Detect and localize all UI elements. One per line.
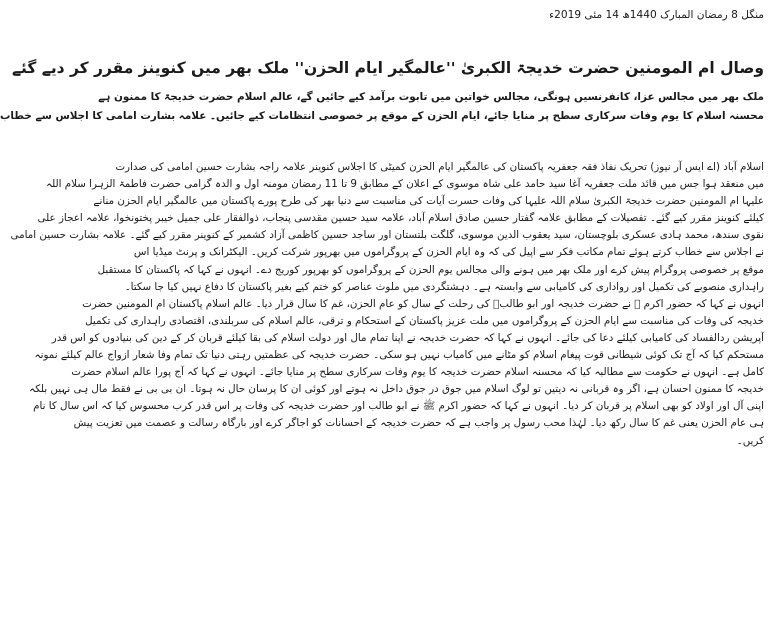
body-line: خدیجہ کا ممنون احسان ہے، اگر وہ قربانی نہ دیتیں تو لوگ اسلام میں جوق در جوق داخل نہ ہوتے اور کوئی ان کا پرسان حال نہ ہوتا۔ ان بی بی نے فقط مال ہی نہیں بلکہ (29, 383, 764, 396)
body-line: راہداری منصوبے کی تکمیل اور رواداری کی کامیابی سے وابستہ ہے۔ دہشتگردی میں ملوث عناصر کو ختم کیے بغیر پاکستان کا دفاع نہیں کیا جا سکتا۔ (124, 280, 764, 293)
body-line: خدیجہ کی وفات کی مناسبت سے ایام الحزن کے پروگراموں میں ملت عزیز پاکستان کے استحکام و ترقی، عالم اسلام کی سربلندی، اقتصادی راہداری کی تکمیل (85, 314, 764, 327)
body-line: اپنی آل اور اولاد کو بھی اسلام پر قربان کر دیا۔ انہوں نے کہا کہ حضور اکرم ﷺ نے ابو طالب اور حضرت خدیجہ کی وفات پر اس قدر کرب محسوس کیا کہ اس سال کا نام (33, 400, 764, 413)
article-body (10, 159, 764, 450)
headline: وصال ام المومنین حضرت خدیجۃ الکبریٰ ''عالمگیر ایام الحزن'' ملک بھر میں کنوینز مقرر کر دیے گئے (11, 59, 764, 77)
body-line: اسلام آباد (اے ایس آر نیوز) تحریک نفاذ فقہ جعفریہ پاکستان کی عالمگیر ایام الحزن کمیٹی کا اجلاس کنوینر علامہ راجہ بشارت حسین امامی کی صدارت (115, 161, 764, 173)
intro-summary (0, 88, 764, 125)
body-line: ہی عام الحزن یعنی غم کا سال رکھ دیا۔ لہٰذا محب رسول پر واجب ہے کہ حضرت خدیجہ کے احسانات کو اجاگر کرے اور بارگاہ رسالت و عصمت میں تعزیت پیش (73, 417, 764, 430)
body-line: کریں۔ (736, 434, 764, 447)
body-line: کامل ہے۔ انہوں نے حکومت سے مطالبہ کیا کہ محسنہ اسلام حضرت خدیجہ کا یوم وفات سرکاری سطح پر منایا جائے۔ انہوں نے کہا کہ آج پورا عالم اسلام حضرت (71, 366, 764, 379)
body-line: کیلئے کنوینز مقرر کیے گئے۔ تفصیلات کے مطابق علامہ گفتار حسین صادق اسلام آباد، علامہ سید حسین مقدسی پنجاب، ذوالفقار علی جمیل خیبر پختونخوا، علامہ اعجاز علی (37, 212, 764, 225)
intro-line: ملک بھر میں مجالس عزا، کانفرنسیں ہونگی، مجالس خواتین میں تابوت برآمد کیے جائیں گے، عالم اسلام حضرت خدیجۃ کا ممنون ہے (98, 91, 764, 103)
body-line: انہوں نے کہا کہ حضور اکرم ﷺ نے حضرت خدیجہ اور ابو طالبؑ کی رحلت کے سال کو عام الحزن، غم کا سال قرار دیا۔ عالم اسلام پاکستان ام المومنین حضرت (82, 297, 764, 310)
body-line: نے اجلاس سے خطاب کرتے ہوئے تمام مکاتب فکر سے اپیل کی کہ وہ ایام الحزن کے پروگراموں میں بھرپور شرکت کریں۔ الیکٹرانک و پرنٹ میڈیا اس (133, 246, 764, 259)
intro-line: محسنہ اسلام کا یوم وفات سرکاری سطح پر منایا جائے، ایام الحزن کے موقع پر خصوصی انتظامات کیے جائیں۔ علامہ بشارت امامی کا اجلاس سے خطاب (0, 109, 764, 122)
body-line: علیہا ام المومنین حضرت خدیجۃ الکبریٰ سلام اللہ علیہا کی وفات حسرت آیات کی مناسبت سے دنیا بھر کی طرح پورے پاکستان میں عالمگیر ایام الحزن منانے (93, 195, 764, 208)
body-line: آپریشن ردالفساد کی کامیابی کیلئے دعا کی جائے۔ انہوں نے کہا کہ حضرت خدیجہ نے اپنا تمام مال اور دولت اسلام کی بقا کیلئے قربان کر کے دین کی بنیادوں کو اس قدر (51, 331, 764, 344)
body-line: نقوی سندھ، محمد ہادی عسکری بلوچستان، سید یعقوب الدین موسوی، گلگت بلتستان اور ساجد حسین کاظمی آزاد کشمیر کے کنوینر مقرر کیے گئے۔ علامہ بشارت حسین امامی (10, 229, 764, 242)
publication-date-line: منگل 8 رمضان المبارک 1440ھ 14 مئی 2019ء (549, 9, 764, 21)
body-line: موقع پر خصوصی پروگرام پیش کرے اور ملک بھر میں ہونے والی مجالس یوم الحزن کے پروگراموں کو بھرپور کوریج دے۔ انہوں نے کہا کہ پاکستان کا مستقبل (97, 263, 764, 276)
body-line: میں منعقد ہوا جس میں قائد ملت جعفریہ آغا سید حامد علی شاہ موسوی کے اعلان کے مطابق 9 تا 11 رمضان مومنہ اول و الدہ گرامی حضرت فاطمۃ الزہرا سلام اللہ (46, 178, 764, 191)
body-line: مستحکم کیا کہ آج تک کوئی شیطانی قوت پیغام اسلام کو مٹانے میں کامیاب نہیں ہو سکی۔ حضرت خدیجہ کی عظمتیں رہتی دنیا تک تمام وفا شعار ازواج عالم کیلئے نمونہ (34, 349, 764, 362)
